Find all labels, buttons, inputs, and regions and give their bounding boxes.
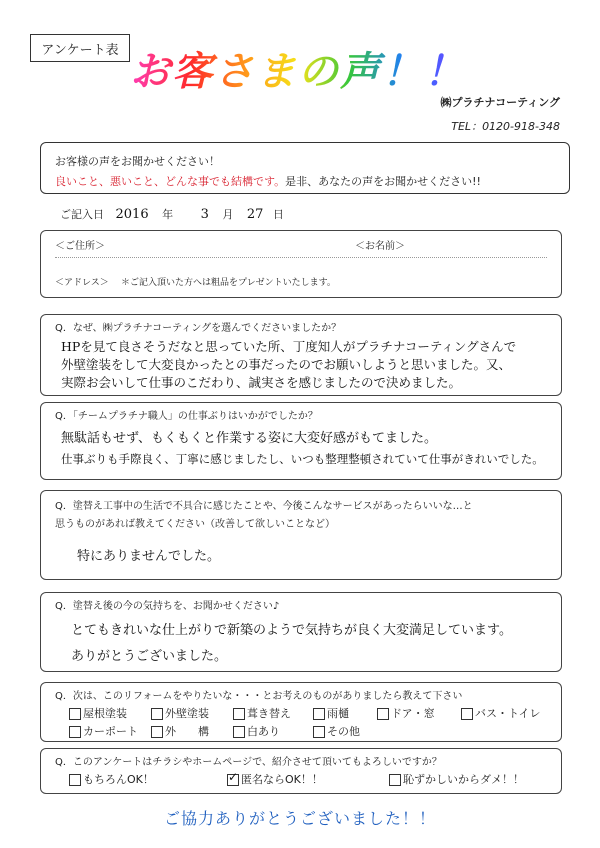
checkbox[interactable] <box>151 726 163 738</box>
q1-answer-line[interactable]: 実際お会いして仕事のこだわり、誠実さを感じましたので決めました。 <box>61 375 462 390</box>
day-label: 日 <box>272 208 284 221</box>
phone-number: TEL：0120-918-348 <box>451 120 560 133</box>
q1-section <box>40 314 562 396</box>
intro-line2 <box>55 173 481 189</box>
checkbox[interactable] <box>233 726 245 738</box>
checkbox[interactable] <box>389 774 401 786</box>
q3-question-line: Q．塗替え工事中の生活で不具合に感じたことや、今後こんなサービスがあったらいいな…と <box>55 501 473 512</box>
q6-option-label: もちろんOK！ <box>83 773 154 786</box>
checkbox[interactable] <box>69 774 81 786</box>
q6-question: Q．このアンケートはチラシやホームページで、紹介させて頂いてもよろしいですか？ <box>55 757 442 768</box>
q3-answer-line[interactable]: 特にありませんでした。 <box>77 549 221 564</box>
q3-section <box>40 490 562 580</box>
thanks-message: ご協力ありがとうございました！！ <box>163 809 436 828</box>
address-label: ＜ご住所＞ <box>55 241 105 252</box>
q1-answer-line[interactable]: 外壁塗装をして大変良かったとの事だったのでお願いしようと思いました。又、 <box>61 357 512 372</box>
email-label: ＜アドレス＞ <box>55 278 109 288</box>
q5-option-label: 屋根塗装 <box>83 707 127 720</box>
checkbox[interactable] <box>461 708 473 720</box>
q5-option[interactable] <box>461 705 540 721</box>
q5-option[interactable] <box>313 723 360 739</box>
q5-option-label: バス・トイレ <box>475 707 541 720</box>
q6-option-label: 恥ずかしいからダメ！！ <box>403 773 524 786</box>
q6-option-label: 匿名ならOK！！ <box>241 773 323 786</box>
q5-option[interactable] <box>151 705 209 721</box>
q3-question-line: 思うものがあれば教えてください（改善して欲しいことなど） <box>55 519 335 530</box>
q5-option[interactable] <box>313 705 349 721</box>
q5-option-label: カーポート <box>83 725 138 738</box>
year-label: 年 <box>162 208 174 221</box>
checkbox-checked[interactable] <box>227 774 239 786</box>
q4-answer-line[interactable]: とてもきれいな仕上がりで新築のようで気持ちが良く大変満足しています。 <box>71 623 512 638</box>
month-label: 月 <box>222 208 234 221</box>
q5-option-label: 外 構 <box>165 725 209 738</box>
q5-question: Q．次は、このリフォームをやりたいな・・・とお考えのものがありましたら教えて下さい <box>55 691 463 702</box>
q5-option[interactable] <box>377 705 435 721</box>
survey-tag: アンケート表 <box>30 34 130 62</box>
page-title: お客さまの声！！ <box>130 40 466 97</box>
q5-option-label: 葺き替え <box>247 707 291 720</box>
q6-option[interactable] <box>389 771 524 787</box>
prize-note: ＊ご記入頂いた方へは粗品をプレゼントいたします。 <box>121 278 336 288</box>
date-label: ご記入日 <box>60 208 104 221</box>
date-year[interactable]: 2016 <box>115 207 149 222</box>
q5-option-label: 白あり <box>247 725 280 738</box>
intro-line2-rest: 是非、あなたの声をお聞かせください!! <box>285 175 481 188</box>
checkbox[interactable] <box>151 708 163 720</box>
q2-answer-line[interactable]: 無駄話もせず、もくもくと作業する姿に大変好感がもてました。 <box>61 431 437 446</box>
checkbox[interactable] <box>233 708 245 720</box>
q5-option-label: その他 <box>327 725 360 738</box>
date-day[interactable]: 27 <box>246 207 264 222</box>
checkbox[interactable] <box>313 708 325 720</box>
q4-question: Q．塗替え後の今の気持ちを、お聞かせください♪ <box>55 601 280 612</box>
checkbox[interactable] <box>69 708 81 720</box>
company-name: ㈱プラチナコーティング <box>440 96 560 109</box>
address-line[interactable] <box>55 257 547 258</box>
intro-banner <box>40 142 570 194</box>
checkbox[interactable] <box>377 708 389 720</box>
q1-question: Q．なぜ、㈱プラチナコーティングを選んでくださいましたか？ <box>55 323 342 334</box>
checkbox[interactable] <box>313 726 325 738</box>
intro-line2-red: 良いこと、悪いこと、どんな事でも結構です。 <box>55 175 286 188</box>
q5-option-label: 外壁塗装 <box>165 707 209 720</box>
checkbox[interactable] <box>69 726 81 738</box>
q5-option[interactable] <box>69 705 127 721</box>
q2-section <box>40 402 562 480</box>
q6-section <box>40 748 562 794</box>
intro-line1: お客様の声をお聞かせください！ <box>55 155 220 168</box>
name-label: ＜お名前＞ <box>355 241 405 252</box>
q1-answer-line[interactable]: HPを見て良さそうだなと思っていた所、丁度知人がプラチナコーティングさんで <box>61 339 517 354</box>
q6-option-selected[interactable] <box>227 771 323 787</box>
q5-option-label: 雨樋 <box>327 707 349 720</box>
q4-section <box>40 592 562 672</box>
q2-answer-line[interactable]: 仕事ぶりも手際良く、丁寧に感じましたし、いつも整理整頓されていて仕事がきれいでした。 <box>61 452 544 466</box>
q5-option[interactable] <box>69 723 138 739</box>
q6-option[interactable] <box>69 771 154 787</box>
address-section <box>40 230 562 298</box>
q5-option[interactable] <box>233 723 280 739</box>
q5-section <box>40 682 562 742</box>
entry-date <box>60 206 284 222</box>
q5-option[interactable] <box>151 723 209 739</box>
q5-option[interactable] <box>233 705 291 721</box>
q5-option-label: ドア・窓 <box>391 707 435 720</box>
q4-answer-line[interactable]: ありがとうございました。 <box>71 649 228 664</box>
date-month[interactable]: 3 <box>200 207 209 222</box>
q2-question: Q．「チームプラチナ職人」の仕事ぶりはいかがでしたか？ <box>55 411 318 422</box>
